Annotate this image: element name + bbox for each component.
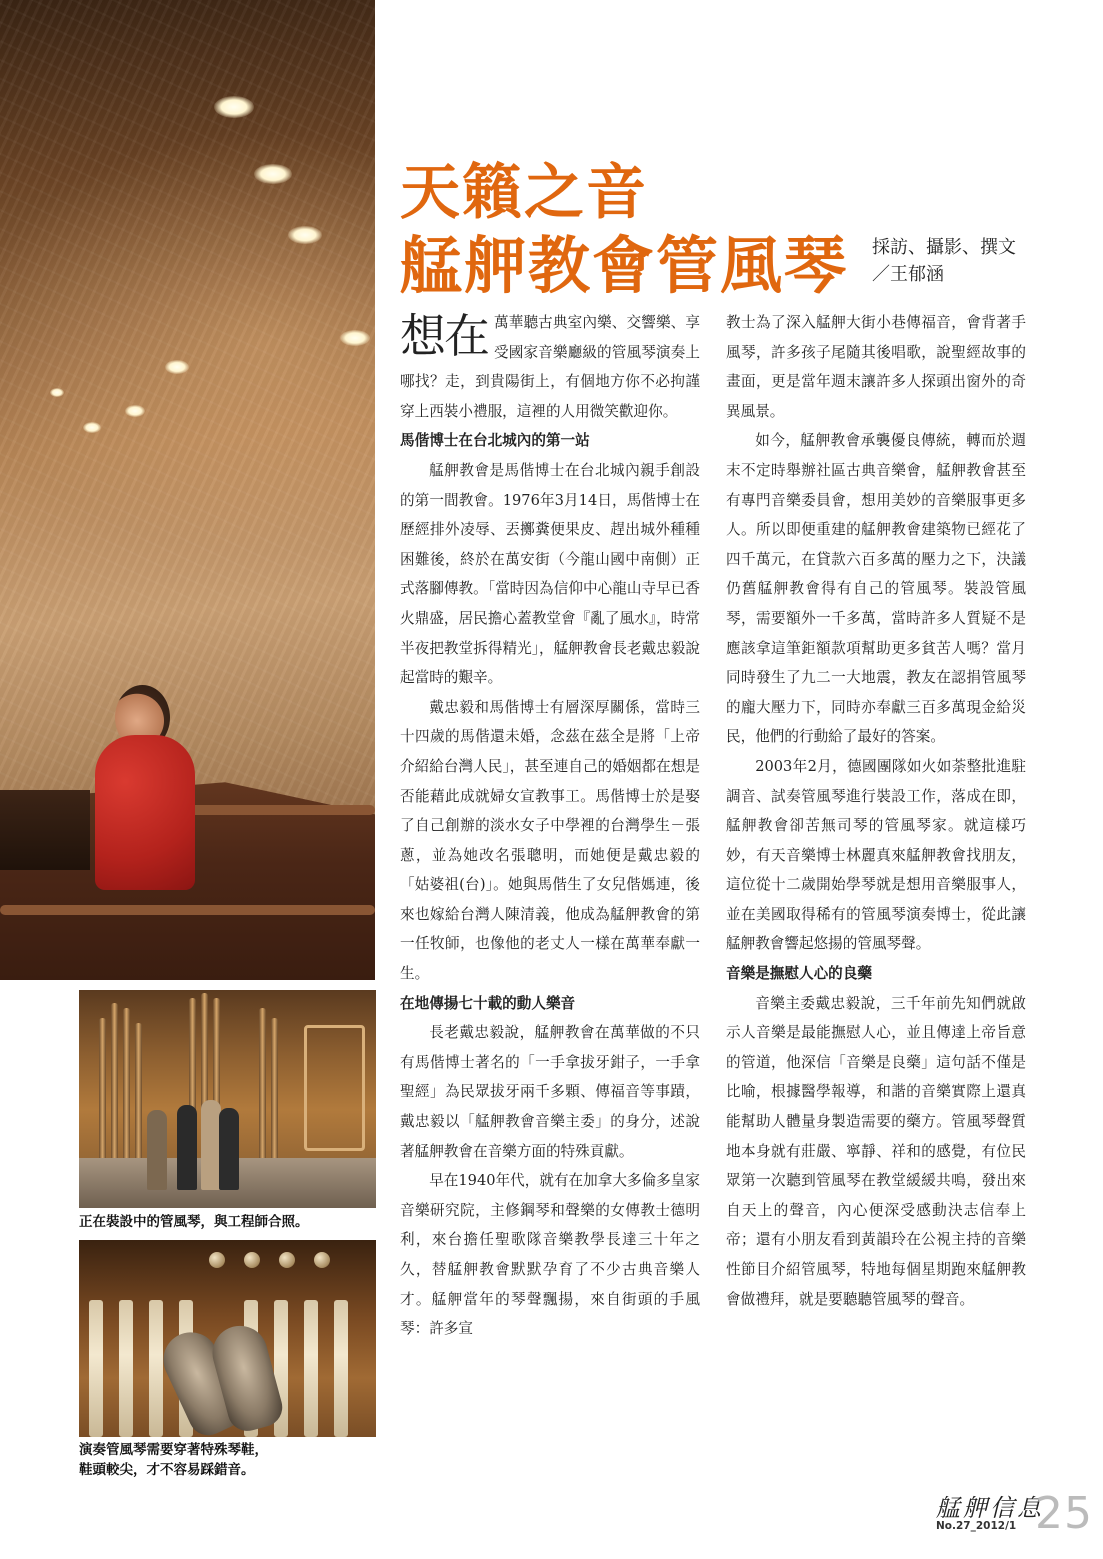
person xyxy=(201,1100,221,1190)
caption-line: 鞋頭較尖，才不容易踩錯音。 xyxy=(79,1462,255,1478)
section-heading: 馬偕博士在台北城內的第一站 xyxy=(400,432,590,450)
byline-author: ／王郁涵 xyxy=(872,264,944,285)
intro-text: 萬華聽古典室內樂、交響樂、享受國家音樂廳級的管風琴演奏上哪找？走，到貴陽街上，有個地方你不必拘謹穿上西裝小禮服，這裡的人用微笑歡迎你。 xyxy=(400,314,700,420)
organ-console xyxy=(0,790,90,870)
organ-pipe xyxy=(123,1008,130,1158)
organ-pipe xyxy=(271,1018,278,1158)
article-column-left xyxy=(400,308,700,1344)
title-line-1: 天籟之音 xyxy=(400,158,648,228)
pew-back xyxy=(0,905,375,915)
photo-organ-installation xyxy=(79,990,376,1208)
article-title xyxy=(400,160,848,300)
body-paragraph: 長老戴忠毅說，艋舺教會在萬華做的不只有馬偕博士著名的「一手拿拔牙鉗子，一手拿聖經」為民眾拔牙兩千多顆、傳福音等事蹟，戴忠毅以「艋舺教會音樂主委」的身分，述說著艋舺教會在音樂方面的特殊貢獻。 xyxy=(400,1024,700,1160)
caption-photo-installation: 正在裝設中的管風琴，與工程師合照。 xyxy=(79,1214,309,1230)
body-paragraph: 早在1940年代，就有在加拿大多倫多皇家音樂研究院，主修鋼琴和聲樂的女傳教士德明利，來台擔任聖歌隊音樂教學長達三十年之久，替艋舺教會默默孕育了不少古典音樂人才。艋舺當年的琴聲飄揚，來自街頭的手風琴：許多宣 xyxy=(400,1172,700,1338)
section-heading: 在地傳揚七十載的動人樂音 xyxy=(400,994,576,1012)
pedal-key xyxy=(149,1300,163,1437)
organ-pipe xyxy=(99,1018,106,1158)
body-paragraph: 教士為了深入艋舺大街小巷傳福音，會背著手風琴，許多孩子尾隨其後唱歌，說聖經故事的畫面，更是當年週末讓許多人探頭出窗外的奇異風景。 xyxy=(726,314,1026,420)
person xyxy=(219,1108,239,1190)
organ-stop-knob xyxy=(279,1252,295,1268)
body-paragraph: 音樂主委戴忠毅說，三千年前先知們就啟示人音樂是最能撫慰人心，並且傳達上帝旨意的管道，他深信「音樂是良藥」這句話不僅是比喻，根據醫學報導，和諧的音樂實際上還真能幫助人體量身製造需要的藥方。管風琴聲質地本身就有莊嚴、寧靜、祥和的感覺，有位民眾第一次聽到管風琴在教堂緩緩共鳴，發出來自天上的聲音，內心便深受感動決志信奉上帝；還有小朋友看到黃韻玲在公視主持的音樂性節目介紹管風琴，特地每個星期跑來艋舺教會做禮拜，就是要聽聽管風琴的聲音。 xyxy=(726,994,1026,1308)
byline xyxy=(872,234,1052,288)
organ-pipe xyxy=(111,1003,118,1158)
organ-stop-knob xyxy=(244,1252,260,1268)
ceiling-light xyxy=(50,388,64,397)
issue-number: No.27_2012/1 xyxy=(936,1520,1017,1532)
pedal-key xyxy=(119,1300,133,1437)
organ-stop-knob xyxy=(209,1252,225,1268)
ceiling-light xyxy=(214,96,254,118)
organ-frame xyxy=(304,1025,365,1151)
ceiling-light xyxy=(288,226,322,244)
body-paragraph: 艋舺教會是馬偕博士在台北城內親手創設的第一間教會。1976年3月14日，馬偕博士在歷經排外凌辱、丟擲糞便果皮、趕出城外種種困難後，終於在萬安街（今龍山國中南側）正式落腳傳教。「當時因為信仰中心龍山寺早已香火鼎盛，居民擔心蓋教堂會『亂了風水』，時常半夜把教堂拆得精光」，艋舺教會長老戴忠毅說起當時的艱辛。 xyxy=(400,461,700,687)
section-heading: 音樂是撫慰人心的良藥 xyxy=(726,965,872,983)
organ-pipe xyxy=(259,1008,266,1158)
body-paragraph: 2003年2月，德國團隊如火如荼整批進駐調音、試奏管風琴進行裝設工作，落成在即，艋舺教會卻苦無司琴的管風琴家。就這樣巧妙，有天音樂博士林麗真來艋舺教會找朋友，這位從十二歲開始學琴就是想用音樂服事人，並在美國取得稀有的管風琴演奏博士，從此讓艋舺教會響起悠揚的管風琴聲。 xyxy=(726,757,1026,953)
ceiling-light xyxy=(254,164,292,184)
organ-stop-knob xyxy=(314,1252,330,1268)
pedal-key xyxy=(89,1300,103,1437)
person xyxy=(177,1105,197,1190)
main-photo-organist xyxy=(0,0,375,980)
organist-figure xyxy=(95,735,195,890)
byline-role: 採訪、攝影、撰文 xyxy=(872,237,1016,258)
pedal-key xyxy=(304,1300,318,1437)
pedal-key xyxy=(334,1300,348,1437)
page-number: 25 xyxy=(1035,1488,1093,1539)
dropcap: 想在 xyxy=(400,309,488,363)
magazine-logo: 艋舺信息 xyxy=(936,1494,1044,1522)
caption-line: 演奏管風琴需要穿著特殊琴鞋， xyxy=(79,1442,268,1458)
photo-organ-shoes xyxy=(79,1240,376,1437)
caption-photo-shoes xyxy=(79,1440,268,1480)
body-paragraph: 戴忠毅和馬偕博士有層深厚關係，當時三十四歲的馬偕還未婚，念茲在茲全是將「上帝介紹給台灣人民」，甚至連自己的婚姻都在想是否能藉此成就婦女宣教事工。馬偕博士於是娶了自己創辦的淡水女子中學裡的台灣學生－張蔥，並為她改名張聰明，而她便是戴忠毅的「姑婆祖(台)」。她與馬偕生了女兒偕媽連，後來也嫁給台灣人陳清義，他成為艋舺教會的第一任牧師，也像他的老丈人一樣在萬華奉獻一生。 xyxy=(400,698,700,983)
body-paragraph: 如今，艋舺教會承襲優良傳統，轉而於週末不定時舉辦社區古典音樂會，艋舺教會甚至有專門音樂委員會，想用美妙的音樂服事更多人。所以即便重建的艋舺教會建築物已經花了四千萬元，在貸款六百多萬的壓力之下，決議仍舊艋舺教會得有自己的管風琴。裝設管風琴，需要額外一千多萬，當時許多人質疑不是應該拿這筆鉅額款項幫助更多貧苦人嗎？當月同時發生了九二一大地震，教友在認捐管風琴的龐大壓力下，同時亦奉獻三百多萬現金給災民，他們的行動給了最好的答案。 xyxy=(726,432,1026,746)
person xyxy=(147,1110,167,1190)
intro-paragraph xyxy=(400,308,700,426)
ceiling-light xyxy=(165,360,189,374)
article-column-right xyxy=(726,308,1026,1314)
organ-pipe xyxy=(135,1023,142,1158)
title-line-2: 艋舺教會管風琴 xyxy=(400,229,849,302)
ceiling-light xyxy=(340,330,370,346)
ceiling-light xyxy=(83,422,101,433)
ceiling-light xyxy=(125,405,145,417)
